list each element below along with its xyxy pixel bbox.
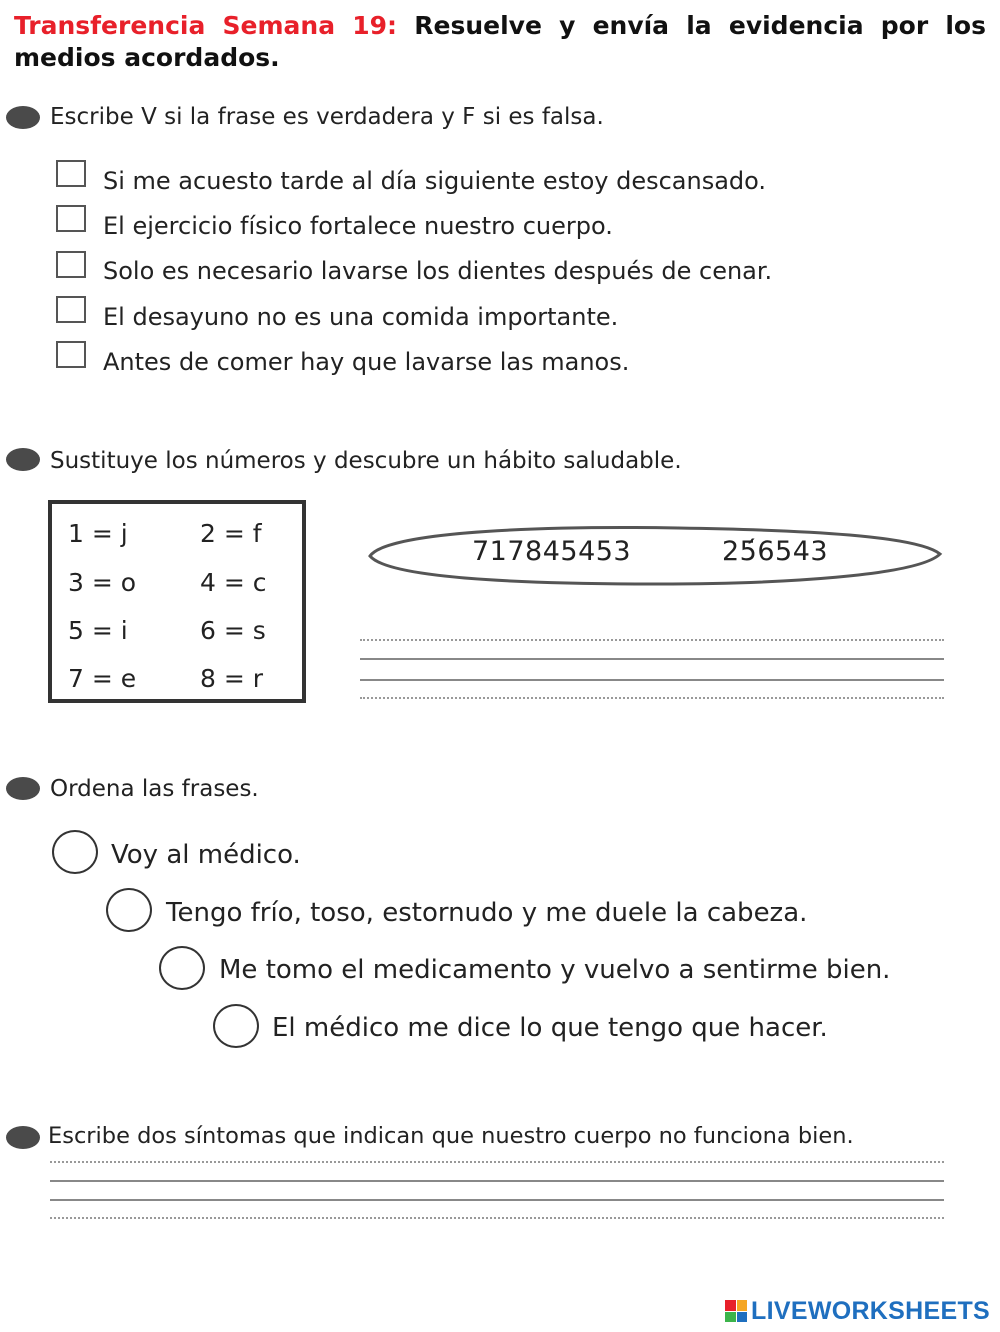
- statement-5: Antes de comer hay que lavarse las manos.: [103, 348, 630, 376]
- key-7: 7 = e: [68, 664, 137, 693]
- section1-instruction: Escribe V si la frase es verdadera y F si es falsa.: [50, 104, 604, 130]
- answer-box-2[interactable]: [56, 205, 86, 232]
- section4-instruction: Escribe dos síntomas que indican que nuestro cuerpo no funciona bien.: [48, 1123, 854, 1149]
- order-item-4: El médico me dice lo que tengo que hacer.: [272, 1013, 828, 1043]
- key-2: 2 = f: [200, 519, 262, 548]
- logo-mark-icon: [725, 1300, 747, 1322]
- answer-box-5[interactable]: [56, 341, 86, 368]
- order-item-3: Me tomo el medicamento y vuelvo a sentirme bien.: [219, 955, 891, 985]
- title-instruction: Resuelve y envía la evidencia por los medios acordados.: [14, 11, 986, 72]
- answer-box-3[interactable]: [56, 251, 86, 278]
- answer-line[interactable]: [50, 1199, 944, 1201]
- key-8: 8 = r: [200, 664, 264, 693]
- key-1: 1 = j: [68, 519, 128, 548]
- key-4: 4 = c: [200, 568, 267, 597]
- answer-line[interactable]: [50, 1180, 944, 1182]
- answer-line[interactable]: [360, 679, 944, 681]
- bullet-icon: [6, 1126, 40, 1149]
- order-circle-4[interactable]: [213, 1004, 259, 1048]
- key-6: 6 = s: [200, 616, 266, 645]
- key-5: 5 = i: [68, 616, 128, 645]
- bullet-icon: [6, 106, 40, 129]
- code-ellipse: [358, 522, 948, 590]
- bullet-icon: [6, 448, 40, 471]
- order-item-1: Voy al médico.: [111, 840, 301, 870]
- order-circle-2[interactable]: [106, 888, 152, 932]
- statement-4: El desayuno no es una comida importante.: [103, 303, 619, 331]
- liveworksheets-logo: [725, 1296, 990, 1326]
- statement-3: Solo es necesario lavarse los dientes después de cenar.: [103, 257, 773, 285]
- section3-instruction: Ordena las frases.: [50, 776, 259, 802]
- answer-line[interactable]: [50, 1161, 944, 1163]
- answer-line[interactable]: [360, 697, 944, 699]
- order-item-2: Tengo frío, toso, estornudo y me duele la cabeza.: [166, 898, 808, 928]
- answer-box-4[interactable]: [56, 296, 86, 323]
- code-number-1: 717845453: [472, 536, 632, 567]
- logo-text: LIVEWORKSHEETS: [751, 1296, 990, 1325]
- answer-line[interactable]: [360, 658, 944, 660]
- week-label: Transferencia Semana 19:: [14, 11, 398, 40]
- section2-instruction: Sustituye los números y descubre un hábito saludable.: [50, 448, 682, 474]
- code-number-2: 25́6543: [722, 536, 829, 567]
- answer-box-1[interactable]: [56, 160, 86, 187]
- statement-1: Si me acuesto tarde al día siguiente estoy descansado.: [103, 167, 767, 195]
- key-3: 3 = o: [68, 568, 137, 597]
- answer-line[interactable]: [50, 1217, 944, 1219]
- bullet-icon: [6, 777, 40, 800]
- page-title: [14, 10, 986, 74]
- answer-line[interactable]: [360, 639, 944, 641]
- code-key-table: [48, 500, 306, 703]
- statement-2: El ejercicio físico fortalece nuestro cuerpo.: [103, 212, 613, 240]
- order-circle-1[interactable]: [52, 830, 98, 874]
- order-circle-3[interactable]: [159, 946, 205, 990]
